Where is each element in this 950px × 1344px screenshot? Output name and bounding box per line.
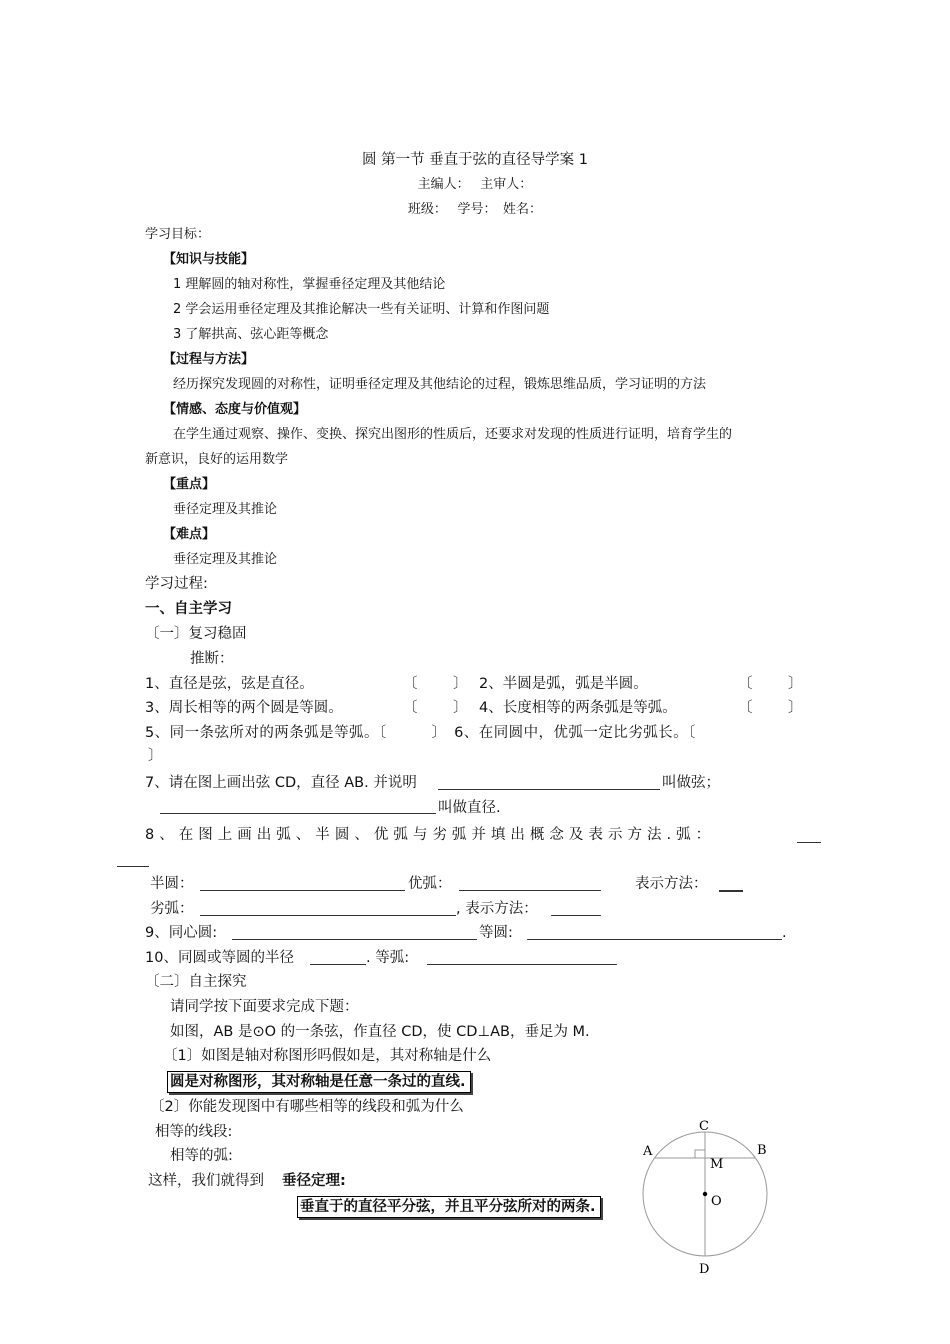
subsection-explore: 〔二〕自主探究 [145, 974, 247, 990]
process-section-heading: 学习过程: [145, 576, 208, 592]
answer-paren-2-right: 〕 [788, 676, 803, 692]
knowledge-item-2: 2 学会运用垂径定理及其推论解决一些有关证明、计算和作图问题 [173, 302, 550, 317]
emotion-line-2: 新意识，良好的运用数学 [145, 452, 289, 467]
theorem-name: 垂径定理: [282, 1173, 346, 1189]
major-arc-blank[interactable] [459, 876, 601, 891]
subsection-review: 〔一〕复习稳固 [145, 626, 247, 642]
minor-arc-blank[interactable] [200, 901, 456, 916]
semicircle-blank[interactable] [200, 876, 405, 891]
right-angle-mark [695, 1150, 705, 1158]
answer-paren-2-left: 〔 [738, 676, 753, 692]
concentric-blank[interactable] [232, 925, 477, 940]
question-6-paren-close: 〕 [148, 748, 163, 764]
label-c: C [699, 1119, 709, 1134]
answer-paren-4-right: 〕 [788, 700, 803, 716]
minor-arc-label: 劣弧： [150, 901, 194, 917]
notation-blank-2[interactable] [551, 901, 601, 916]
goals-heading: 学习目标： [145, 227, 211, 242]
knowledge-heading: 【知识与技能】 [163, 252, 255, 267]
equal-circle-period: . [782, 925, 787, 941]
equal-segments-label: 相等的线段: [155, 1124, 233, 1140]
editors-line: 主编人： 主审人： [417, 177, 533, 192]
key-point-heading: 【重点】 [163, 477, 216, 492]
equal-arc-blank[interactable] [427, 950, 617, 965]
chord-definition-blank[interactable] [438, 775, 660, 790]
label-a: A [643, 1144, 653, 1159]
question-1: 1、直径是弦，弦是直径。 [145, 676, 314, 692]
label-d: D [699, 1262, 710, 1277]
question-8-text: 8 、 在 图 上 画 出 弧 、 半 圆 、 优 弧 与 劣 弧 并 填 出 概 念 及 表 示 方 法 . 弧 ： [145, 827, 711, 843]
emotion-line-1: 在学生通过观察、操作、变换、探究出图形的性质后，还要求对发现的性质进行证明，培育学生的 [173, 427, 733, 442]
major-arc-label: 优弧： [408, 876, 452, 892]
difficulty-heading: 【难点】 [163, 527, 216, 542]
concentric-label: 9、同心圆: [145, 925, 218, 941]
student-info-line: 班级： 学号： 姓名： [407, 202, 543, 217]
label-b: B [757, 1143, 767, 1158]
question-7-chord-suffix: 叫做弦； [662, 775, 720, 791]
arc-definition-blank[interactable] [797, 828, 821, 843]
notation-label: 表示方法： [635, 876, 708, 892]
theorem-box: 垂直于的直径平分弦，并且平分弦所对的两条. [297, 1196, 601, 1218]
question-4: 4、长度相等的两条弧是等弧。 [479, 700, 677, 716]
knowledge-item-1: 1 理解圆的轴对称性，掌握垂径定理及其他结论 [173, 277, 446, 292]
question-3: 3、周长相等的两个圆是等圆。 [145, 700, 343, 716]
explore-intro: 请同学按下面要求完成下题： [170, 999, 359, 1015]
section-self-study: 一、自主学习 [145, 601, 232, 617]
answer-box-symmetry: 圆是对称图形，其对称轴是任意一条过的直线. [167, 1071, 471, 1093]
explore-setup: 如图，AB 是⊙O 的一条弦，作直径 CD，使 CD⊥AB，垂足为 M. [170, 1024, 590, 1040]
question-7-text: 7、请在图上画出弦 CD，直径 AB. 并说明 [145, 775, 417, 791]
answer-paren-1-right: 〕 [453, 676, 468, 692]
arc-definition-blank-cont[interactable] [117, 852, 149, 867]
emotion-heading: 【情感、态度与价值观】 [163, 402, 307, 417]
diameter-definition-blank[interactable] [160, 799, 436, 814]
center-point [703, 1192, 707, 1196]
knowledge-item-3: 3 了解拱高、弦心距等概念 [173, 327, 329, 342]
question-2: 2、半圆是弧，弧是半圆。 [479, 676, 648, 692]
answer-paren-3-left: 〔 [403, 700, 418, 716]
semicircle-label: 半圆： [150, 876, 194, 892]
answer-paren-1-left: 〔 [403, 676, 418, 692]
equal-arc-label: . 等弧: [366, 950, 410, 966]
page-title: 圆 第一节 垂直于弦的直径导学案 1 [361, 152, 589, 168]
answer-paren-3-right: 〕 [453, 700, 468, 716]
equal-circle-blank[interactable] [527, 925, 782, 940]
equal-circle-label: 等圆: [479, 925, 513, 941]
notation-label-2: , 表示方法： [456, 901, 538, 917]
process-heading: 【过程与方法】 [163, 352, 255, 367]
explore-question-1: 〔1〕如图是轴对称图形吗假如是，其对称轴是什么 [163, 1048, 492, 1064]
explore-question-2: 〔2〕你能发现图中有哪些相等的线段和弧为什么 [150, 1099, 464, 1115]
circle-figure [630, 1110, 790, 1280]
equal-arcs-label: 相等的弧: [170, 1148, 233, 1164]
question-5-6: 5、同一条弦所对的两条弧是等弧。〔 〕 6、在同圆中，优弧一定比劣弧长。〔 [145, 725, 696, 741]
process-item: 经历探究发现圆的对称性，证明垂径定理及其他结论的过程，锻炼思维品质，学习证明的方法 [173, 377, 707, 392]
answer-paren-4-left: 〔 [738, 700, 753, 716]
radius-blank[interactable] [310, 950, 366, 965]
label-o: O [711, 1194, 722, 1209]
theorem-lead: 这样，我们就得到 [148, 1173, 264, 1189]
difficulty-text: 垂径定理及其推论 [173, 552, 278, 567]
question-10-text: 10、同圆或等圆的半径 [145, 950, 294, 966]
judge-label: 推断： [190, 651, 234, 667]
question-7-diameter-suffix: 叫做直径. [438, 800, 501, 816]
label-m: M [710, 1157, 724, 1172]
key-point-text: 垂径定理及其推论 [173, 502, 278, 517]
notation-blank[interactable] [719, 876, 743, 892]
